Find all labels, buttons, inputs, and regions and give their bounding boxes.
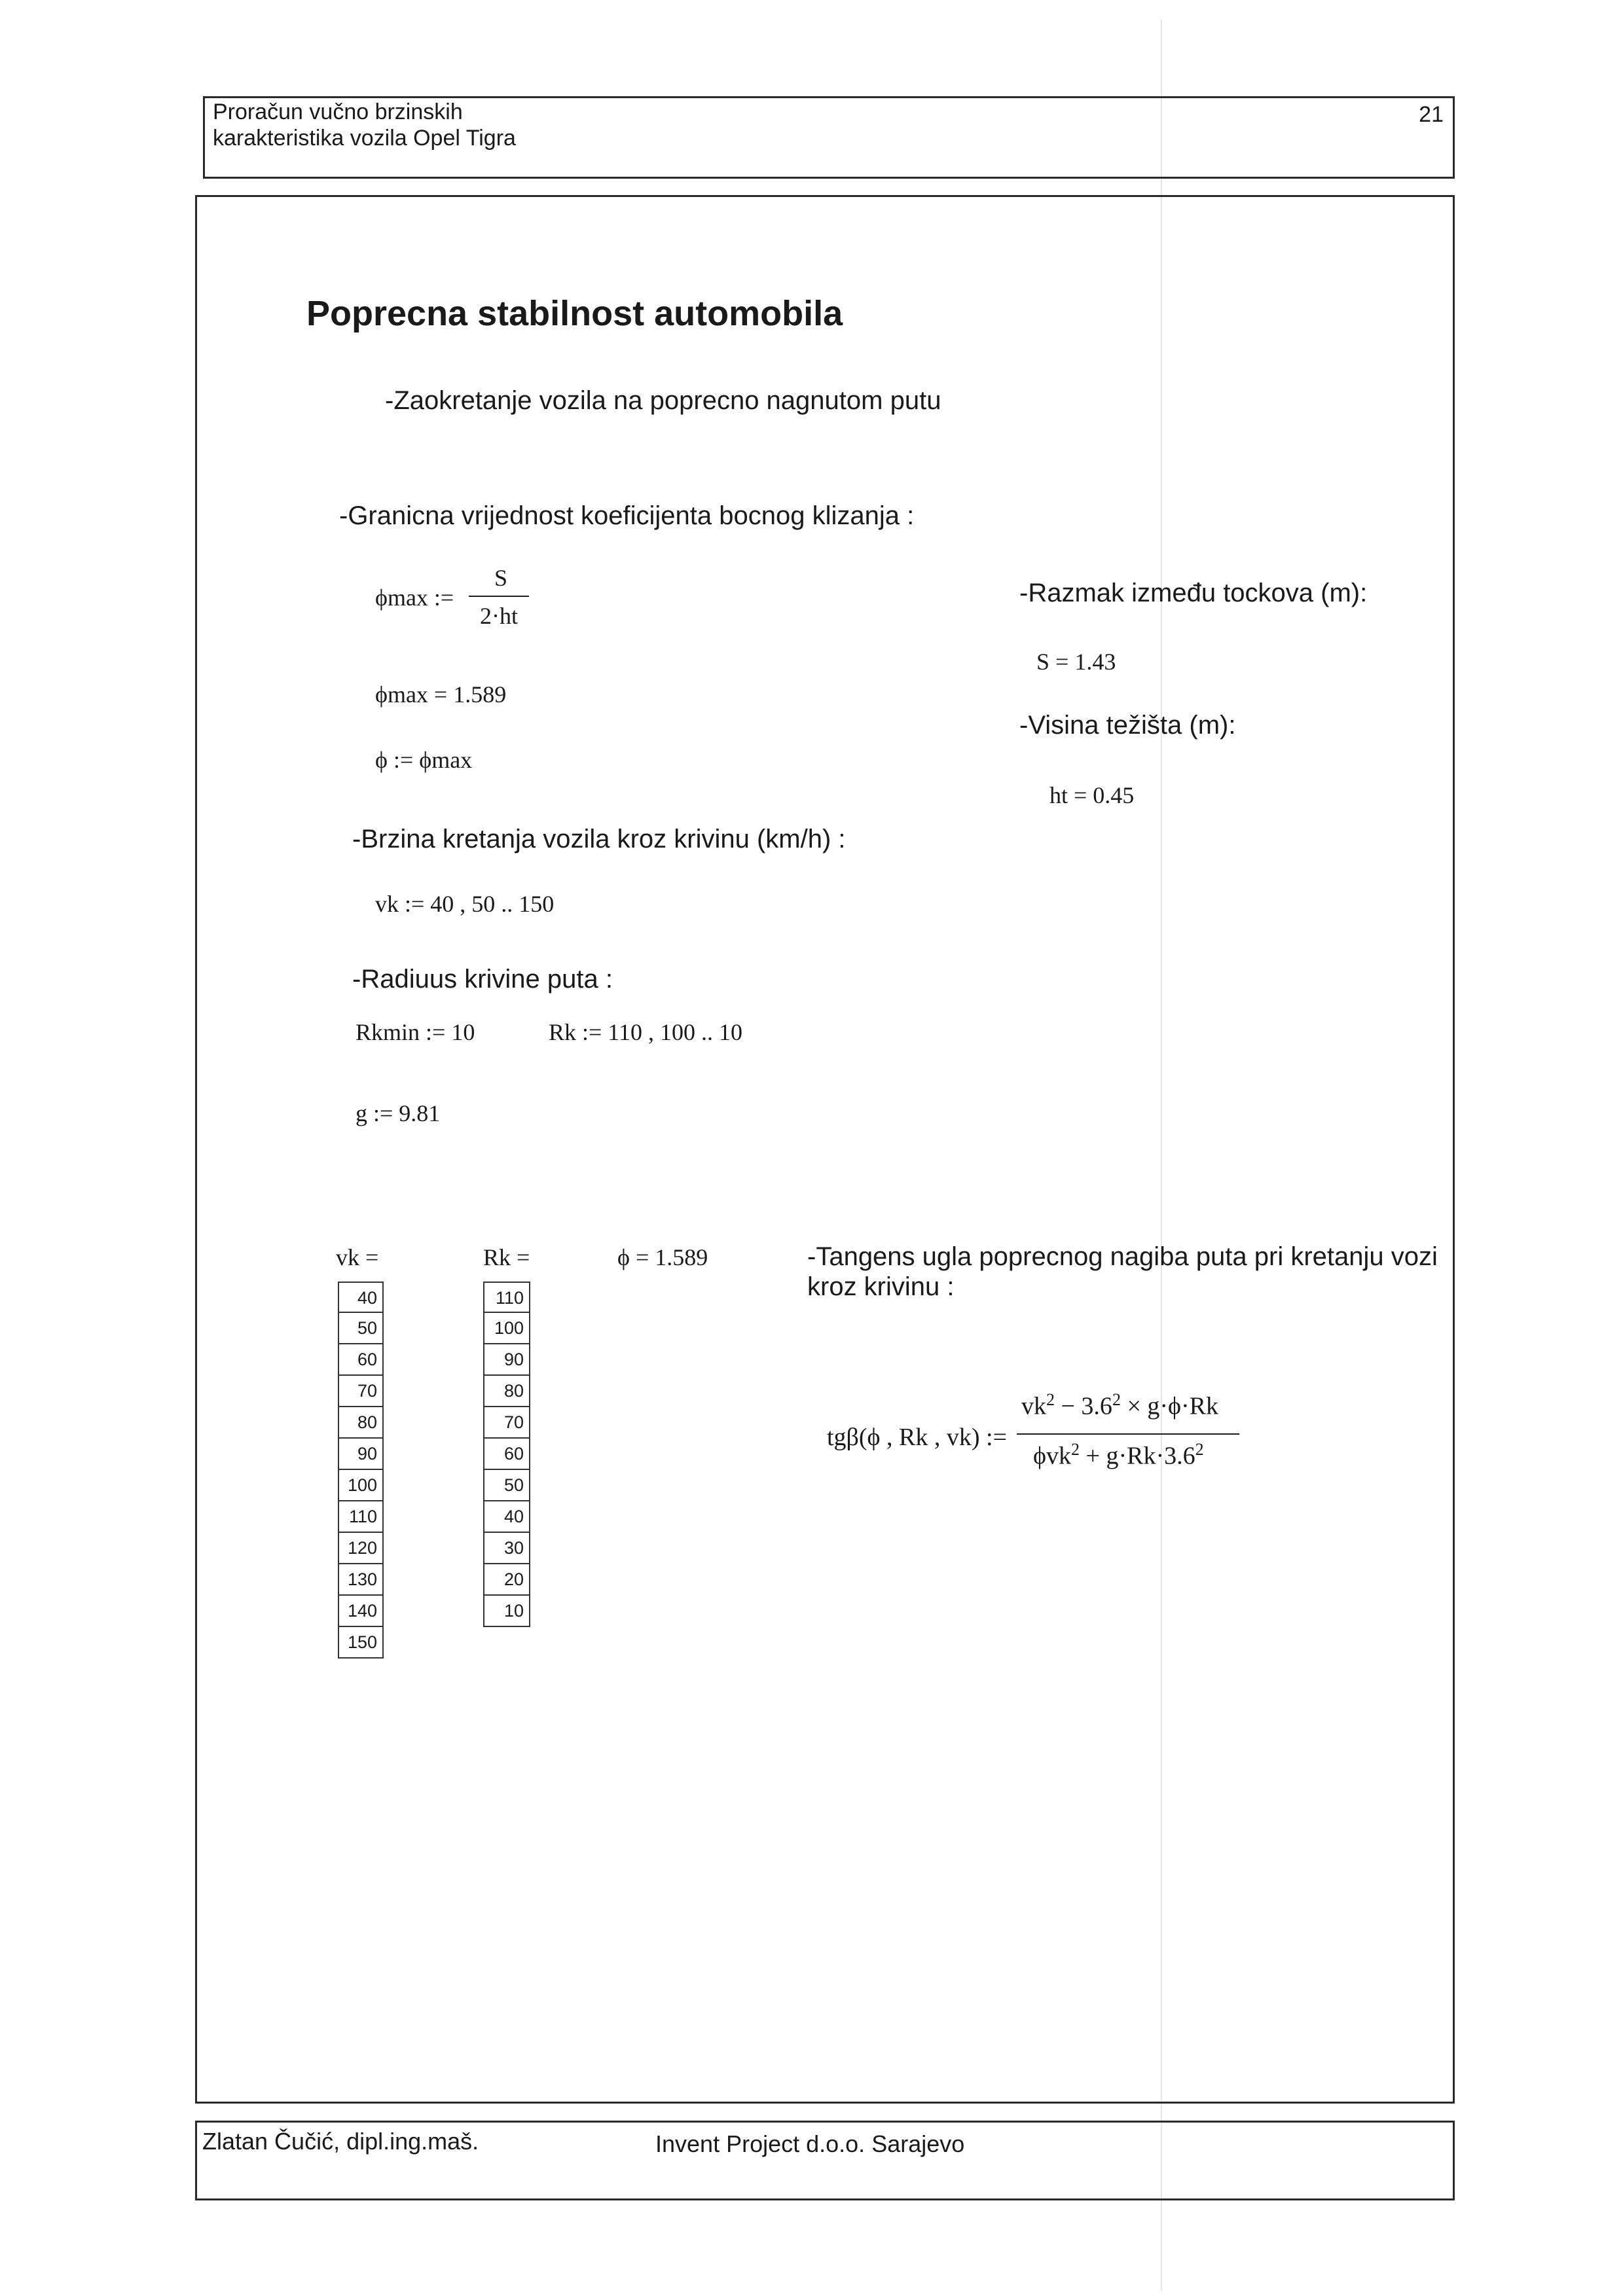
page-footer: [195, 2121, 1455, 2200]
tg-den-tail: + g·Rk·3.6: [1080, 1442, 1195, 1470]
vk-vector-label: vk =: [336, 1244, 379, 1270]
vk-cell: 40: [338, 1282, 384, 1313]
tg-den-phivk: ϕvk: [1033, 1442, 1072, 1470]
cg-height-label: -Visina težišta (m):: [1019, 711, 1236, 740]
rk-cell: 60: [483, 1439, 530, 1470]
rk-cell: 10: [483, 1596, 530, 1627]
tangent-label-line-1: -Tangens ugla poprecnog nagiba puta pri kretanju vozi: [807, 1242, 1438, 1271]
tg-num-vk: vk: [1021, 1392, 1046, 1420]
tg-num-const: − 3.6: [1055, 1392, 1112, 1420]
tg-formula-lhs: tgβ(ϕ , Rk , vk) :=: [827, 1424, 1008, 1451]
phimax-definition-lhs: ϕmax :=: [375, 584, 454, 611]
content-frame: [195, 195, 1455, 2104]
tangent-label-line-2: kroz krivinu :: [807, 1272, 955, 1301]
tg-formula-denominator: [1033, 1440, 1204, 1471]
vk-cell: 80: [338, 1407, 384, 1439]
phimax-result: ϕmax = 1.589: [375, 681, 507, 708]
vk-cell: 150: [338, 1627, 384, 1659]
subtitle: -Zaokretanje vozila na poprecno nagnutom putu: [385, 386, 941, 415]
rkmin-definition: Rkmin := 10: [356, 1019, 475, 1045]
phimax-fraction-bar: [469, 596, 529, 597]
phimax-numerator: S: [494, 565, 508, 591]
vk-cell: 110: [338, 1501, 384, 1533]
phimax-denominator: 2·ht: [480, 603, 518, 629]
vk-cell: 70: [338, 1376, 384, 1407]
tg-fraction-bar: [1017, 1433, 1239, 1435]
wheel-spacing-label: -Razmak između tockova (m):: [1019, 579, 1368, 607]
header-title-line-2: karakteristika vozila Opel Tigra: [213, 126, 516, 151]
rk-cell: 110: [483, 1282, 530, 1313]
header-title-line-1: Proračun vučno brzinskih: [213, 99, 463, 124]
rk-cell: 70: [483, 1407, 530, 1439]
g-definition: g := 9.81: [356, 1100, 441, 1126]
rk-definition: Rk := 110 , 100 .. 10: [549, 1019, 742, 1045]
tg-formula-numerator: [1021, 1390, 1218, 1421]
vk-cell: 120: [338, 1533, 384, 1564]
tg-num-exp-2: 2: [1112, 1390, 1121, 1409]
radius-label: -Radiuus krivine puta :: [352, 965, 613, 994]
vk-cell: 100: [338, 1470, 384, 1501]
vk-cell: 60: [338, 1344, 384, 1376]
rk-vector: [483, 1282, 530, 1627]
rk-cell: 90: [483, 1344, 530, 1376]
vk-cell: 140: [338, 1596, 384, 1627]
vk-vector: [338, 1282, 384, 1659]
rk-cell: 30: [483, 1533, 530, 1564]
footer-company: Invent Project d.o.o. Sarajevo: [655, 2130, 965, 2157]
rk-cell: 80: [483, 1376, 530, 1407]
speed-label: -Brzina kretanja vozila kroz krivinu (km/h) :: [352, 825, 846, 853]
phi-assignment: ϕ := ϕmax: [375, 747, 473, 773]
vk-cell: 130: [338, 1564, 384, 1596]
ht-value: ht = 0.45: [1049, 782, 1135, 808]
vk-definition: vk := 40 , 50 .. 150: [375, 891, 555, 917]
phi-value: ϕ = 1.589: [617, 1244, 708, 1270]
tg-den-exp-1: 2: [1071, 1440, 1080, 1459]
rk-cell: 100: [483, 1313, 530, 1344]
tg-num-tail: × g·ϕ·Rk: [1120, 1392, 1219, 1420]
tg-den-exp-2: 2: [1195, 1440, 1204, 1459]
S-value: S = 1.43: [1036, 649, 1116, 675]
rk-cell: 40: [483, 1501, 530, 1533]
page-number: 21: [1419, 102, 1444, 127]
tg-num-exp-1: 2: [1046, 1390, 1055, 1409]
section-title: Poprecna stabilnost automobila: [306, 294, 843, 333]
vk-cell: 90: [338, 1439, 384, 1470]
rk-cell: 50: [483, 1470, 530, 1501]
rk-vector-label: Rk =: [483, 1244, 530, 1270]
rk-cell: 20: [483, 1564, 530, 1596]
footer-author: Zlatan Čučić, dipl.ing.maš.: [202, 2128, 479, 2155]
vk-cell: 50: [338, 1313, 384, 1344]
page-header: [203, 96, 1455, 179]
limit-coefficient-label: -Granicna vrijednost koeficijenta bocnog klizanja :: [339, 501, 915, 530]
